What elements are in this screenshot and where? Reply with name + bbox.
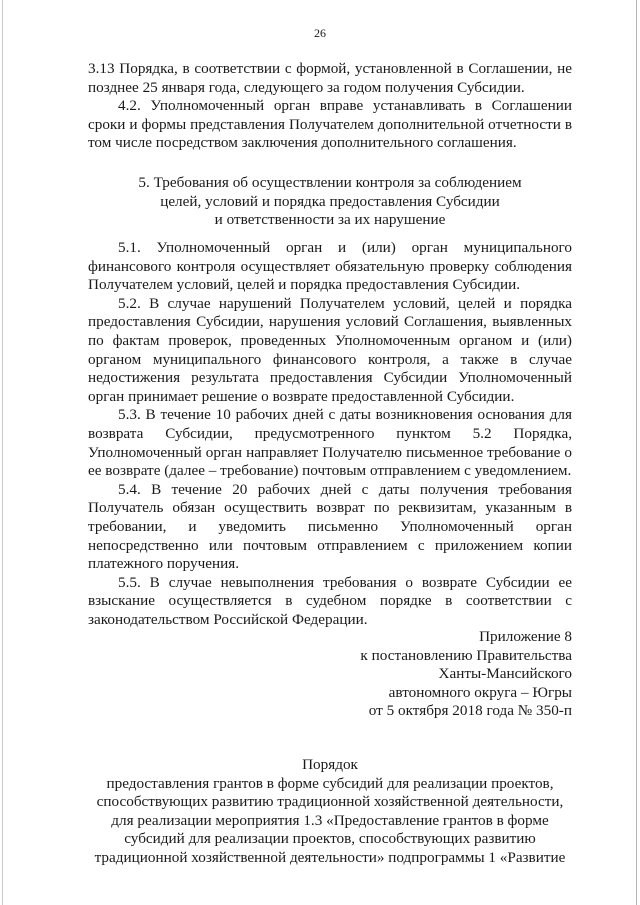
paragraph-3-13: 3.13 Порядка, в соответствии с формой, установленной в Соглашении, не позднее 25 января года, следующего за годом получения Субсидии. [88,60,572,96]
paragraph-5-3: 5.3. В течение 10 рабочих дней с даты возникновения основания для возврата Субсидии, предусмотренного пунктом 5.2 Порядка, Уполномоченный орган направляет Получателю письменное требование о ее возврате (далее – требование) почтовым отправлением с уведомлением. [88,406,572,480]
order-subtitle-line: предоставления грантов в форме субсидий для реализации проектов, [106,774,554,792]
appendix-line: Приложение 8 [479,628,572,645]
scan-edge-right [636,0,637,905]
section5-heading-line: целей, условий и порядка предоставления Субсидии [160,192,500,210]
appendix-line: к постановлению Правительства [360,646,572,664]
order-title-block [88,756,572,868]
scan-edge-left [2,0,3,905]
paragraph-5-1: 5.1. Уполномоченный орган и (или) орган муниципального финансового контроля осуществляет обязательную проверку соблюдения Получателем условий, целей и порядка предоставления Субсидии. [88,239,572,294]
appendix-line: автономного округа – Югры [388,683,572,701]
paragraph-5-4: 5.4. В течение 20 рабочих дней с даты получения требования Получатель обязан осуществить возврат по реквизитам, указанным в требовании, и уведомить письменно Уполномоченный орган непосредственно или почтовым отправлением с приложением копии платежного поручения. [88,480,572,573]
section5-heading-line: и ответственности за их нарушение [214,211,446,229]
section5-heading-line: 5. Требования об осуществлении контроля за соблюдением [138,174,522,191]
section5-body [88,239,572,629]
order-subtitle-line: традиционной хозяйственной деятельности» подпрограммы 1 «Развитие [94,848,566,866]
order-subtitle-line: для реализации мероприятия 1.3 «Предоставление грантов в форме [111,811,549,829]
paragraph-4-2: 4.2. Уполномоченный орган вправе устанавливать в Соглашении сроки и формы представления Получателем дополнительной отчетности в том числе посредством заключения дополнительного соглашения. [88,97,572,152]
appendix-line: от 5 октября 2018 года № 350-п [368,702,572,720]
order-title: Порядок [302,756,358,773]
order-subtitle-line: субсидий для реализации проектов, способствующих развитию [124,830,536,848]
paragraph-5-2: 5.2. В случае нарушений Получателем условий, целей и порядка предоставления Субсидии, нарушения условий Соглашения, выявленных по фактам проверок, проведенных Уполномоченным органом и (или) органом муниципального финансового контроля, а также в случае недостижения результата предоставления Субсидии Уполномоченный орган принимает решение о возврате предоставленной Субсидии. [88,294,572,405]
top-paragraphs [88,60,572,153]
appendix-line: Ханты-Мансийского [438,665,572,683]
section5-heading [88,174,572,230]
order-subtitle-line: способствующих развитию традиционной хозяйственной деятельности, [96,793,564,811]
page-number: 26 [314,26,326,40]
appendix-header [88,628,572,721]
paragraph-5-5: 5.5. В случае невыполнения требования о возврате Субсидии ее взыскание осуществляется в судебном порядке в соответствии с законодательством Российской Федерации. [88,573,572,628]
